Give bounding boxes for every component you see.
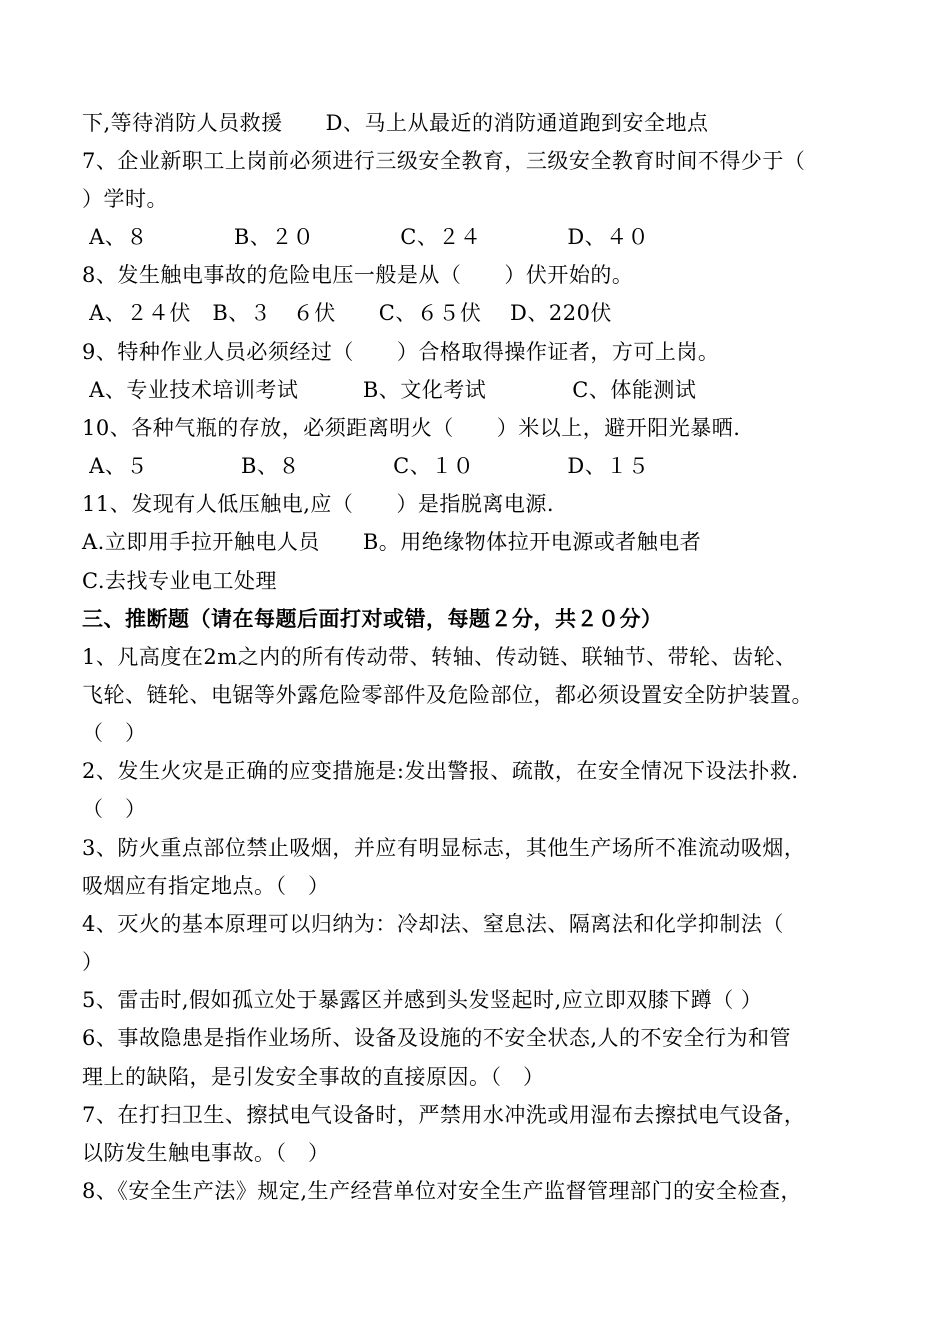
text-line: 以防发生触电事故。（ ）	[82, 1141, 330, 1165]
text-line: 理上的缺陷，是引发安全事故的直接原因。（ ）	[82, 1065, 545, 1089]
options-8: A、２４伏 B、３ ６伏 C、６５伏 D、220伏	[82, 301, 612, 325]
text-line: 下,等待消防人员救援 D、马上从最近的消防通道跑到安全地点	[82, 111, 709, 135]
options-10: A、５ B、８ C、１０ D、１５	[82, 454, 650, 478]
question-8: 8、发生触电事故的危险电压一般是从（ ）伏开始的。	[82, 263, 634, 287]
question-7: 7、企业新职工上岗前必须进行三级安全教育，三级安全教育时间不得少于（	[82, 149, 806, 173]
judgment-2: 2、发生火灾是正确的应变措施是:发出警报、疏散，在安全情况下设法扑救.	[82, 759, 799, 783]
options-7: A、８ B、２０ C、２４ D、４０	[82, 225, 650, 249]
answer-blank: （ ）	[82, 721, 147, 745]
text-line: 飞轮、链轮、电锯等外露危险零部件及危险部位，都必须设置安全防护装置。	[82, 683, 813, 707]
judgment-1: 1、凡高度在2m之内的所有传动带、转轴、传动链、联轴节、带轮、齿轮、	[82, 645, 797, 669]
judgment-6: 6、事故隐患是指作业场所、设备及设施的不安全状态,人的不安全行为和管	[82, 1026, 792, 1050]
text-line: ）学时。	[82, 187, 168, 211]
judgment-5: 5、雷击时,假如孤立处于暴露区并感到头发竖起时,应立即双膝下蹲（ ）	[82, 988, 763, 1012]
answer-blank: ）	[82, 950, 104, 974]
judgment-4: 4、灭火的基本原理可以归纳为：冷却法、窒息法、隔离法和化学抑制法（	[82, 912, 784, 936]
question-11: 11、发现有人低压触电,应（ ）是指脱离电源.	[82, 492, 555, 516]
question-9: 9、特种作业人员必须经过（ ）合格取得操作证者，方可上岗。	[82, 340, 720, 364]
text-line: 吸烟应有指定地点。（ ）	[82, 874, 330, 898]
judgment-3: 3、防火重点部位禁止吸烟，并应有明显标志，其他生产场所不准流动吸烟，	[82, 836, 806, 860]
judgment-7: 7、在打扫卫生、擦拭电气设备时，严禁用水冲洗或用湿布去擦拭电气设备，	[82, 1103, 806, 1127]
options-11-c: C.去找专业电工处理	[82, 569, 277, 593]
options-9: A、专业技术培训考试 B、文化考试 C、体能测试	[82, 378, 697, 402]
section-heading: 三、推断题（请在每题后面打对或错，每题２分，共２０分）	[82, 606, 663, 631]
options-11: A.立即用手拉开触电人员 B。用绝缘物体拉开电源或者触电者	[82, 530, 702, 554]
answer-blank: （ ）	[82, 797, 147, 821]
judgment-8: 8、《安全生产法》规定,生产经营单位对安全生产监督管理部门的安全检查，	[82, 1179, 803, 1203]
question-10: 10、各种气瓶的存放，必须距离明火（ ）米以上，避开阳光暴晒.	[82, 416, 741, 440]
